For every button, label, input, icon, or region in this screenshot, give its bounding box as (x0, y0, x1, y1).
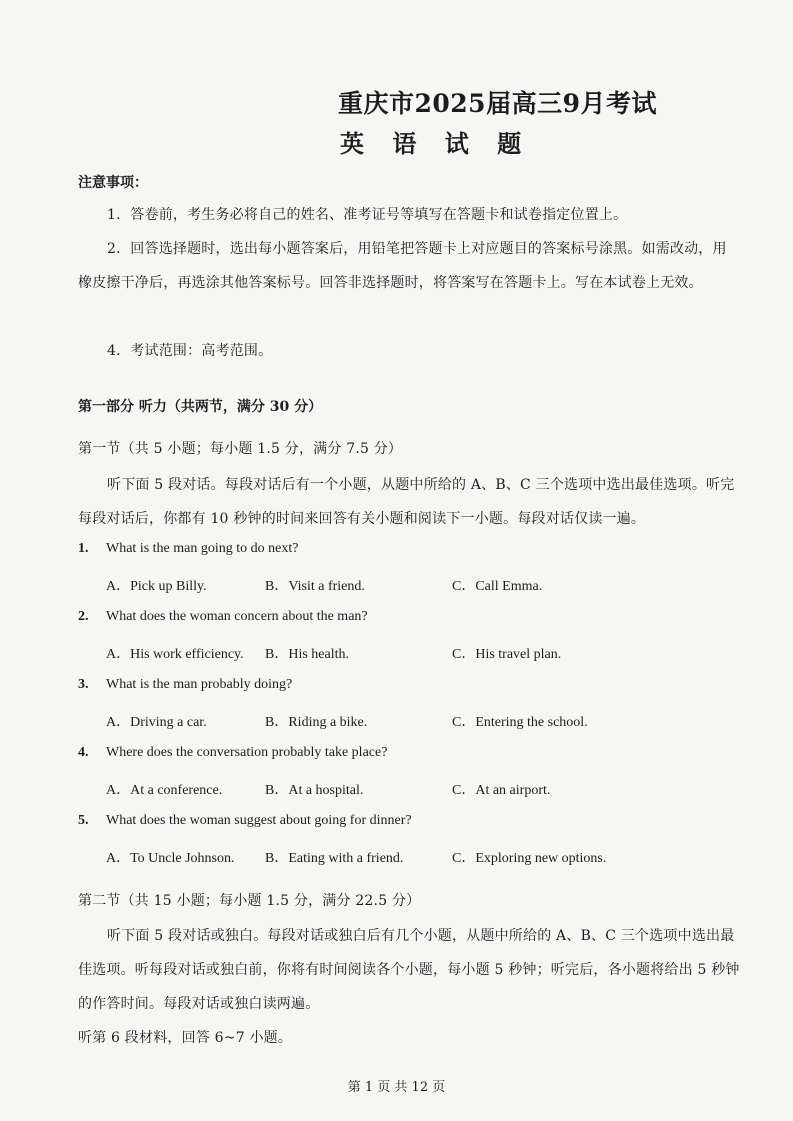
question-text: Where does the conversation probably take place? (106, 745, 388, 760)
section2-instruction-line-3: 的作答时间。每段对话或独白读两遍。 (78, 996, 320, 1012)
option-a: A．Pick up Billy. (106, 579, 207, 594)
part1-heading: 第一部分 听力（共两节，满分 30 分） (78, 399, 323, 415)
question-number: 5. (78, 813, 89, 828)
option-b: B．Eating with a friend. (265, 851, 404, 866)
question-text: What is the man probably doing? (106, 677, 293, 692)
option-a: A．At a conference. (106, 783, 223, 798)
note-item-4: 4．考试范围：高考范围。 (107, 343, 273, 359)
section2-instruction-line-2: 佳选项。听每段对话或独白前，你将有时间阅读各个小题，每小题 5 秒钟；听完后，各小题将给出 5 秒钟 (78, 962, 740, 978)
page-footer: 第 1 页 共 12 页 (347, 1080, 446, 1095)
question-text: What does the woman concern about the man? (106, 609, 368, 624)
note-item-2-line-1: 2．回答选择题时，选出每小题答案后，用铅笔把答题卡上对应题目的答案标号涂黑。如需改动，用 (107, 241, 727, 257)
question-number: 4. (78, 745, 89, 760)
exam-title: 重庆市2025届高三9月考试 (338, 89, 657, 118)
option-c: C．His travel plan. (452, 647, 562, 662)
question-number: 2. (78, 609, 89, 624)
option-c: C．Entering the school. (452, 715, 588, 730)
section1-instruction-line-1: 听下面 5 段对话。每段对话后有一个小题，从题中所给的 A、B、C 三个选项中选出最佳选项。听完 (107, 477, 735, 493)
option-a: A．His work efficiency. (106, 647, 244, 662)
option-a: A．Driving a car. (106, 715, 207, 730)
section2-heading: 第二节（共 15 小题；每小题 1.5 分，满分 22.5 分） (78, 893, 421, 909)
question-text: What does the woman suggest about going for dinner? (106, 813, 412, 828)
option-c: C．Exploring new options. (452, 851, 607, 866)
option-b: B．Visit a friend. (265, 579, 365, 594)
notes-heading: 注意事项： (78, 175, 148, 191)
question-text: What is the man going to do next? (106, 541, 299, 556)
option-c: C．At an airport. (452, 783, 551, 798)
section1-heading: 第一节（共 5 小题；每小题 1.5 分，满分 7.5 分） (78, 441, 403, 457)
option-b: B．Riding a bike. (265, 715, 368, 730)
section2-instruction-line-1: 听下面 5 段对话或独白。每段对话或独白后有几个小题，从题中所给的 A、B、C 三个选项中选出最 (107, 928, 735, 944)
note-item-1: 1．答卷前，考生务必将自己的姓名、准考证号等填写在答题卡和试卷指定位置上。 (107, 207, 628, 223)
option-b: B．His health. (265, 647, 349, 662)
material-6-instruction: 听第 6 段材料，回答 6~7 小题。 (78, 1030, 293, 1046)
option-b: B．At a hospital. (265, 783, 364, 798)
option-c: C．Call Emma. (452, 579, 543, 594)
section1-instruction-line-2: 每段对话后，你都有 10 秒钟的时间来回答有关小题和阅读下一小题。每段对话仅读一遍。 (78, 511, 646, 527)
note-item-2-line-2: 橡皮擦干净后，再选涂其他答案标号。回答非选择题时，将答案写在答题卡上。写在本试卷上无效。 (78, 275, 703, 291)
question-number: 3. (78, 677, 89, 692)
question-number: 1. (78, 541, 89, 556)
option-a: A．To Uncle Johnson. (106, 851, 235, 866)
exam-subtitle: 英 语 试 题 (340, 129, 532, 158)
